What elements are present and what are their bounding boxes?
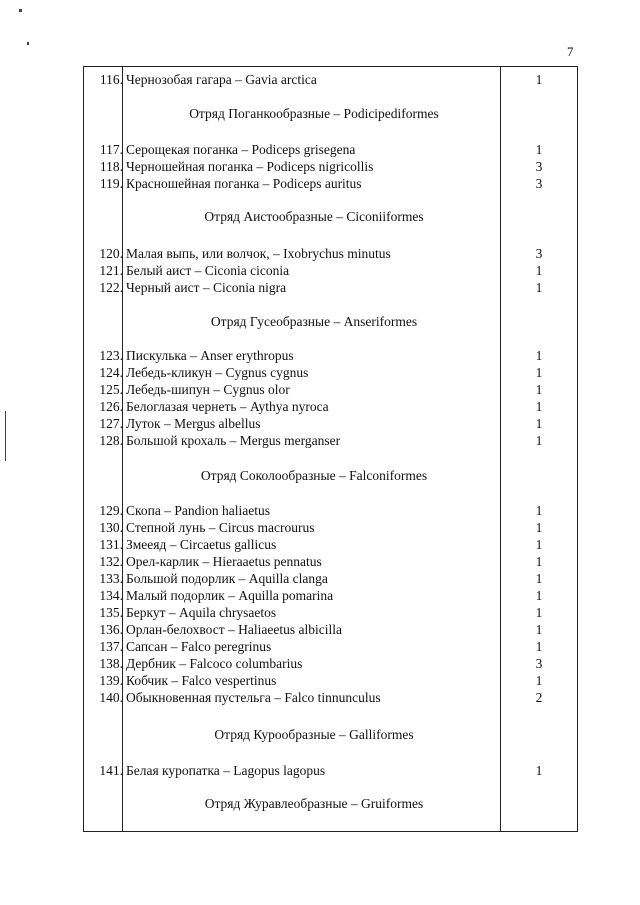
table-row bbox=[84, 347, 577, 364]
table-row bbox=[84, 175, 577, 192]
species-name: Лебедь-кликун – Cygnus cygnus bbox=[126, 365, 309, 380]
category-value: 1 bbox=[535, 673, 543, 688]
table-row bbox=[84, 245, 577, 262]
species-name: Серощекая поганка – Podiceps grisegena bbox=[126, 142, 356, 157]
table-row bbox=[84, 432, 577, 449]
category-value: 1 bbox=[535, 348, 543, 363]
table-row bbox=[84, 279, 577, 296]
category-value: 1 bbox=[535, 416, 543, 431]
row-number: 136. bbox=[99, 622, 123, 637]
category-value: 1 bbox=[535, 382, 543, 397]
category-value: 1 bbox=[535, 622, 543, 637]
row-number: 134. bbox=[99, 588, 123, 603]
table-row bbox=[84, 587, 577, 604]
row-number: 132. bbox=[99, 554, 123, 569]
category-value: 2 bbox=[535, 690, 543, 705]
category-value: 1 bbox=[535, 588, 543, 603]
table-row bbox=[84, 655, 577, 672]
species-name: Орел-карлик – Hieraaetus pennatus bbox=[126, 554, 322, 569]
category-value: 3 bbox=[535, 176, 543, 191]
category-value: 1 bbox=[535, 263, 543, 278]
species-name: Черный аист – Ciconia nigra bbox=[126, 280, 287, 295]
table-row bbox=[84, 570, 577, 587]
row-number: 119. bbox=[99, 176, 123, 191]
row-number: 118. bbox=[99, 159, 123, 174]
species-name: Дербник – Falcoco columbarius bbox=[126, 656, 303, 671]
table-row bbox=[84, 536, 577, 553]
table-row bbox=[84, 762, 577, 779]
table-row bbox=[84, 262, 577, 279]
species-name: Обыкновенная пустельга – Falco tinnunculus bbox=[126, 690, 381, 705]
category-value: 3 bbox=[535, 159, 543, 174]
row-number: 130. bbox=[99, 520, 123, 535]
scan-mark-left-bar bbox=[5, 411, 6, 461]
species-name: Луток – Mergus albellus bbox=[126, 416, 261, 431]
category-value: 1 bbox=[535, 399, 543, 414]
order-heading: Отряд Соколообразные – Falconiformes bbox=[200, 468, 428, 483]
species-name: Степной лунь – Circus macrourus bbox=[126, 520, 315, 535]
table-row bbox=[84, 638, 577, 655]
species-name: Красношейная поганка – Podiceps auritus bbox=[126, 176, 362, 191]
species-name: Черношейная поганка – Podiceps nigricollis bbox=[126, 159, 374, 174]
row-number: 128. bbox=[99, 433, 123, 448]
species-table bbox=[83, 66, 578, 832]
row-number: 127. bbox=[99, 416, 123, 431]
page-number: 7 bbox=[567, 44, 574, 59]
category-value: 1 bbox=[535, 520, 543, 535]
table-row bbox=[84, 604, 577, 621]
table-row bbox=[84, 398, 577, 415]
order-heading: Отряд Гусеобразные – Anseriformes bbox=[210, 314, 418, 329]
category-value: 1 bbox=[535, 605, 543, 620]
category-value: 1 bbox=[535, 571, 543, 586]
table-row bbox=[84, 553, 577, 570]
species-name: Большой крохаль – Mergus merganser bbox=[126, 433, 341, 448]
row-number: 126. bbox=[99, 399, 123, 414]
row-number: 124. bbox=[99, 365, 123, 380]
row-number: 137. bbox=[99, 639, 123, 654]
category-value: 1 bbox=[535, 142, 543, 157]
species-name: Змееяд – Circaetus gallicus bbox=[126, 537, 277, 552]
row-number: 121. bbox=[99, 263, 123, 278]
table-row bbox=[84, 364, 577, 381]
species-name: Кобчик – Falco vespertinus bbox=[126, 673, 277, 688]
category-value: 1 bbox=[535, 763, 543, 778]
row-number: 131. bbox=[99, 537, 123, 552]
table-row bbox=[84, 689, 577, 706]
category-value: 1 bbox=[535, 554, 543, 569]
row-number: 117. bbox=[99, 142, 123, 157]
order-heading: Отряд Курообразные – Galliformes bbox=[214, 727, 414, 742]
order-heading: Отряд Журавлеобразные – Gruiformes bbox=[204, 796, 424, 811]
row-number: 129. bbox=[99, 503, 123, 518]
table-row bbox=[84, 502, 577, 519]
row-number: 133. bbox=[99, 571, 123, 586]
species-name: Скопа – Pandion haliaetus bbox=[126, 503, 270, 518]
row-number: 120. bbox=[99, 246, 123, 261]
table-row bbox=[84, 672, 577, 689]
category-value: 1 bbox=[535, 433, 543, 448]
row-number: 116. bbox=[99, 72, 123, 87]
species-name: Белый аист – Ciconia ciconia bbox=[126, 263, 290, 278]
category-value: 3 bbox=[535, 246, 543, 261]
species-name: Лебедь-шипун – Cygnus olor bbox=[126, 382, 290, 397]
species-name: Малый подорлик – Aquilla pomarina bbox=[126, 588, 334, 603]
species-name: Орлан-белохвост – Haliaeetus albicilla bbox=[126, 622, 342, 637]
category-value: 1 bbox=[535, 365, 543, 380]
species-name: Малая выпь, или волчок, – Ixobrychus minutus bbox=[126, 246, 391, 261]
row-number: 138. bbox=[99, 656, 123, 671]
table-row bbox=[84, 381, 577, 398]
table-row bbox=[84, 71, 577, 88]
row-number: 123. bbox=[99, 348, 123, 363]
scan-mark-top-left bbox=[19, 9, 22, 12]
category-value: 1 bbox=[535, 503, 543, 518]
row-number: 141. bbox=[99, 763, 123, 778]
category-value: 1 bbox=[535, 639, 543, 654]
species-name: Беркут – Aquila chrysaetos bbox=[126, 605, 277, 620]
species-name: Сапсан – Falco peregrinus bbox=[126, 639, 272, 654]
species-name: Большой подорлик – Aquilla clanga bbox=[126, 571, 328, 586]
category-value: 1 bbox=[535, 72, 543, 87]
category-value: 1 bbox=[535, 537, 543, 552]
order-heading: Отряд Поганкообразные – Podicipediformes bbox=[189, 106, 439, 121]
species-name: Белоглазая чернеть – Aythya nyroca bbox=[126, 399, 329, 414]
row-number: 135. bbox=[99, 605, 123, 620]
row-number: 140. bbox=[99, 690, 123, 705]
table-row bbox=[84, 621, 577, 638]
table-row bbox=[84, 519, 577, 536]
table-row bbox=[84, 158, 577, 175]
scan-mark-side bbox=[27, 42, 29, 45]
category-value: 1 bbox=[535, 280, 543, 295]
species-name: Пискулька – Anser erythropus bbox=[126, 348, 294, 363]
species-name: Чернозобая гагара – Gavia arctica bbox=[126, 72, 317, 87]
table-row bbox=[84, 415, 577, 432]
row-number: 139. bbox=[99, 673, 123, 688]
species-name: Белая куропатка – Lagopus lagopus bbox=[126, 763, 326, 778]
row-number: 125. bbox=[99, 382, 123, 397]
row-number: 122. bbox=[99, 280, 123, 295]
table-row bbox=[84, 141, 577, 158]
category-value: 3 bbox=[535, 656, 543, 671]
order-heading: Отряд Аистообразные – Ciconiiformes bbox=[204, 209, 424, 224]
